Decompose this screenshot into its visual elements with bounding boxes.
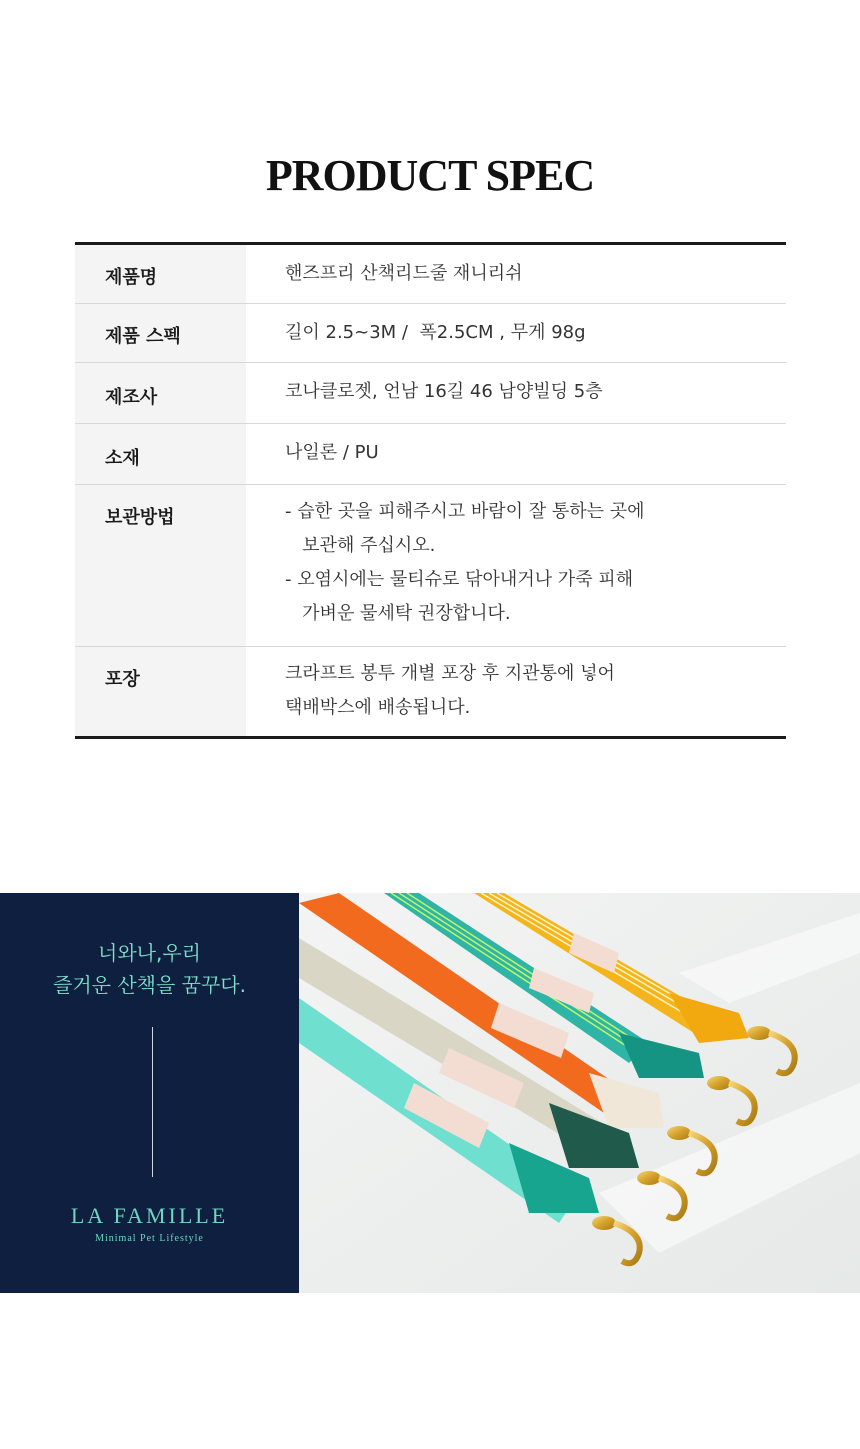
spec-value-line: 코나클로젯, 언남 16길 46 남양빌딩 5층 bbox=[285, 381, 603, 402]
spec-label: 제품명 bbox=[75, 245, 246, 303]
spec-label: 소재 bbox=[75, 424, 246, 484]
spec-value-line: 핸즈프리 산책리드줄 재니리쉬 bbox=[285, 263, 523, 284]
spec-value bbox=[246, 245, 786, 303]
page-title: PRODUCT SPEC bbox=[265, 151, 595, 200]
leash-illustration bbox=[299, 893, 860, 1293]
spec-label: 제조사 bbox=[75, 363, 246, 423]
spec-row-manufacturer bbox=[75, 363, 786, 424]
brand-subtitle: Minimal Pet Lifestyle bbox=[95, 1233, 204, 1244]
spec-row-packaging bbox=[75, 647, 786, 736]
spec-value-line: 크라프트 봉투 개별 포장 후 지관통에 넣어 bbox=[285, 663, 615, 684]
spec-value bbox=[246, 424, 786, 484]
spec-value-line: - 오염시에는 물티슈로 닦아내거나 가죽 피해 bbox=[285, 569, 634, 590]
spec-value bbox=[246, 485, 786, 646]
spec-value-line: 나일론 / PU bbox=[285, 442, 379, 463]
tagline-line: 즐거운 산책을 꿈꾸다. bbox=[53, 973, 246, 997]
tagline bbox=[0, 937, 299, 1001]
spec-row-storage bbox=[75, 485, 786, 647]
tagline-line: 너와나,우리 bbox=[98, 941, 201, 965]
spec-row-spec bbox=[75, 304, 786, 363]
spec-value-line: 길이 2.5~3M / 폭2.5CM , 무게 98g bbox=[285, 322, 586, 343]
spec-label: 보관방법 bbox=[75, 485, 246, 646]
divider bbox=[152, 1027, 153, 1177]
brand-logo: LA FAMILLE bbox=[70, 1203, 229, 1228]
spec-value bbox=[246, 304, 786, 362]
spec-label: 포장 bbox=[75, 647, 246, 736]
spec-value-line: 가벼운 물세탁 권장합니다. bbox=[285, 603, 511, 624]
brand-banner bbox=[0, 893, 860, 1293]
spec-row-material bbox=[75, 424, 786, 485]
spec-value-line: 보관해 주십시오. bbox=[285, 535, 436, 556]
spec-value bbox=[246, 363, 786, 423]
spec-value bbox=[246, 647, 786, 736]
brand-panel bbox=[0, 893, 299, 1293]
spec-table bbox=[75, 242, 786, 739]
spec-label: 제품 스펙 bbox=[75, 304, 246, 362]
spec-value-line: - 습한 곳을 피해주시고 바람이 잘 통하는 곳에 bbox=[285, 501, 645, 522]
spec-value-line: 택배박스에 배송됩니다. bbox=[285, 697, 471, 718]
spec-row-name bbox=[75, 245, 786, 304]
product-photo bbox=[299, 893, 860, 1293]
